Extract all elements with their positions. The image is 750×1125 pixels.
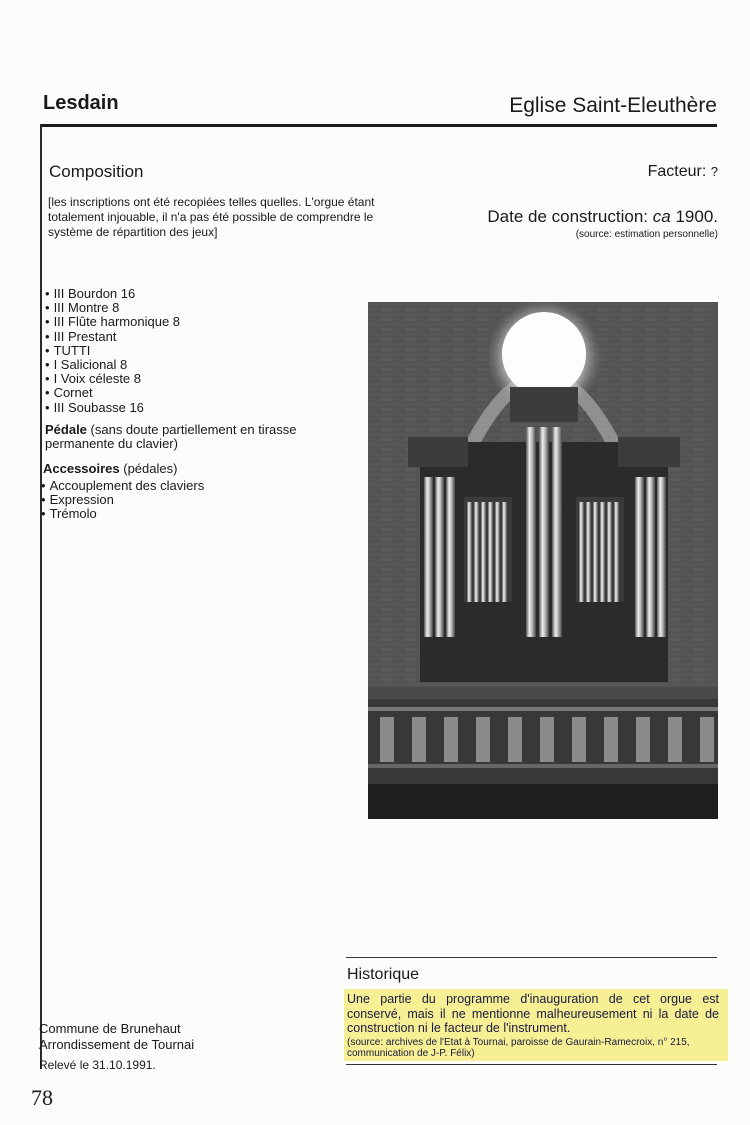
page-number: 78 [31, 1085, 53, 1110]
pedal-text: (sans doute partiellement en tirasse permanente du clavier) [45, 422, 297, 451]
list-item: • Cornet [45, 386, 180, 400]
historique-bottom-rule [346, 1064, 717, 1065]
survey-date: Relevé le 31.10.1991. [39, 1058, 156, 1072]
list-item: • Accouplement des claviers [41, 479, 204, 493]
list-item: • III Bourdon 16 [45, 287, 180, 301]
historique-text: Une partie du programme d'inauguration de cet orgue est conservé, mais il ne mentionne malheureusement ni la date de construction ni le facteur de l'instrument. [347, 992, 719, 1035]
builder-value: ? [710, 164, 718, 179]
left-vertical-rule [40, 124, 42, 1069]
organ-photo [368, 302, 718, 819]
list-item: • III Flûte harmonique 8 [45, 315, 180, 329]
pedal-label: Pédale [45, 422, 87, 437]
accessories-suffix: (pédales) [119, 461, 178, 476]
historique-top-rule [346, 957, 717, 958]
list-item: • III Montre 8 [45, 301, 180, 315]
stop-list [45, 287, 180, 415]
date-source: (source: estimation personnelle) [575, 229, 718, 240]
church-name: Eglise Saint-Eleuthère [509, 94, 717, 117]
list-item: • TUTTI [45, 344, 180, 358]
list-item: • Trémolo [41, 507, 204, 521]
place-name: Lesdain [43, 92, 119, 114]
builder-line [648, 163, 718, 181]
pedal-note [45, 423, 335, 451]
date-value: 1900. [675, 207, 718, 226]
list-item: • I Salicional 8 [45, 358, 180, 372]
accessories-heading [43, 461, 177, 476]
date-label: Date de construction: [487, 207, 649, 226]
composition-note: [les inscriptions ont été recopiées telles quelles. L'orgue étant totalement injouable, il n'a pas été possible de comprendre le système de répartition des jeux] [48, 195, 375, 239]
list-item: • III Soubasse 16 [45, 401, 180, 415]
commune: Commune de Brunehaut [39, 1021, 181, 1036]
date-ca: ca [652, 207, 671, 226]
list-item: • Expression [41, 493, 204, 507]
builder-label: Facteur: [647, 163, 707, 180]
arrondissement: Arrondissement de Tournai [39, 1037, 195, 1052]
accessories-list [41, 479, 204, 522]
header-rule [41, 124, 717, 127]
composition-title: Composition [49, 162, 144, 181]
list-item: • I Voix céleste 8 [45, 372, 180, 386]
construction-date [487, 207, 718, 227]
accessories-label: Accessoires [43, 461, 120, 476]
list-item: • III Prestant [45, 330, 180, 344]
historique-source: (source: archives de l'Etat à Tournai, paroisse de Gaurain-Ramecroix, n° 215, communication de J-P. Félix) [347, 1037, 690, 1059]
historique-title: Historique [347, 966, 420, 983]
